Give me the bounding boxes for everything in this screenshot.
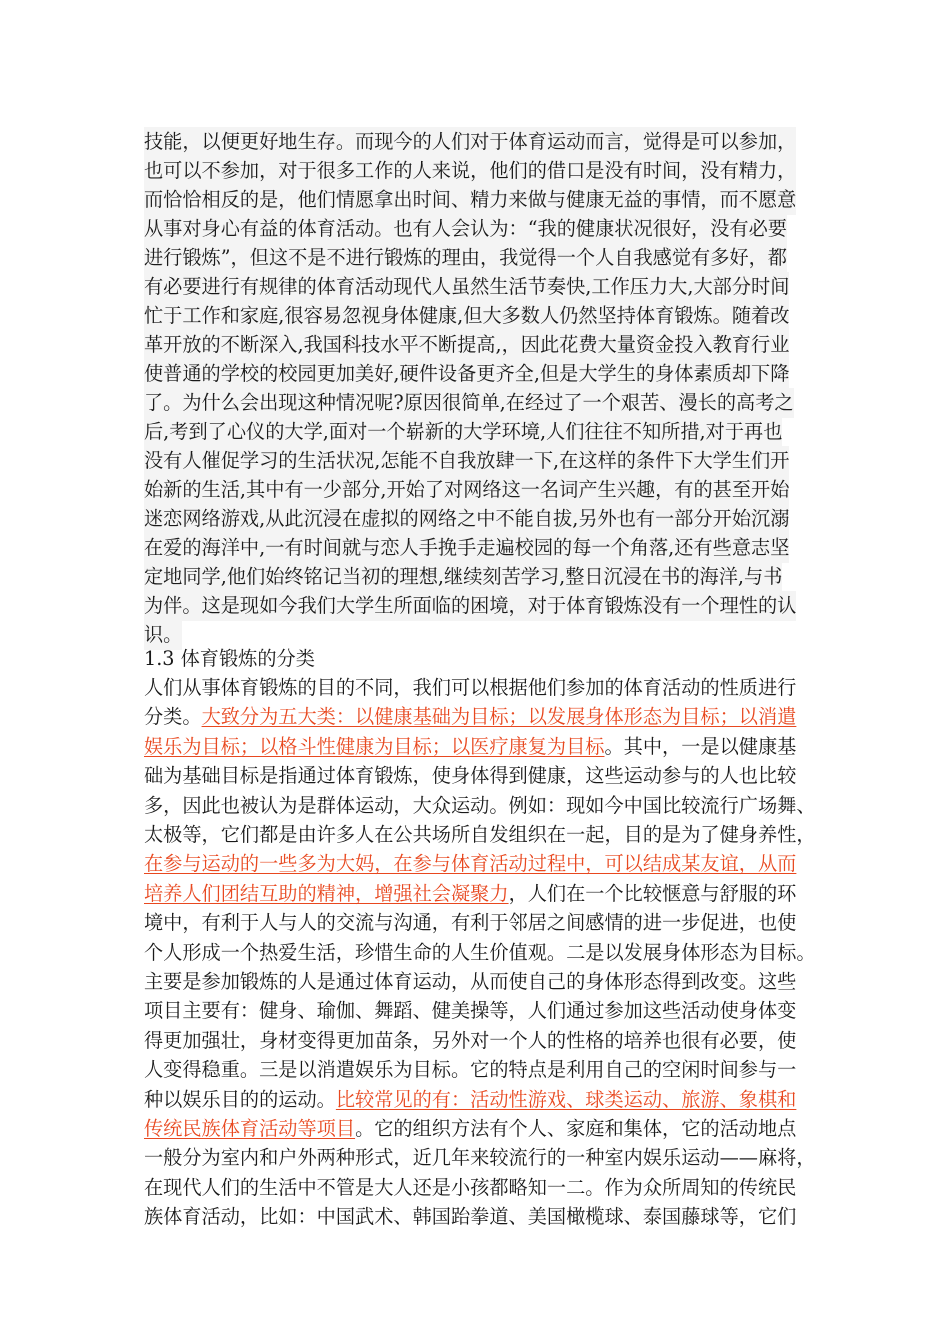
text-run: 础为基础目标是指通过体育锻炼，使身体得到健康，这些运动参与的人也比较 — [144, 764, 797, 788]
text-line — [144, 243, 787, 273]
text-line — [144, 938, 816, 968]
highlighted-phrase: 比较常见的有：活动性游戏、球类运动、旅游、象棋和 — [335, 1087, 797, 1111]
highlighted-phrase: 传统民族体育活动等项目 — [144, 1117, 356, 1140]
text-line — [144, 156, 796, 186]
text-line — [144, 562, 782, 592]
text-line — [144, 446, 789, 476]
text-line — [144, 820, 816, 850]
text-run: 。其中，一是以健康基 — [604, 734, 797, 758]
highlighted-phrase: 在参与运动的一些多为大妈，在参与体育活动过程中，可以结成某友谊，从而 — [144, 852, 797, 876]
text-run: 而恰恰相反的是，他们情愿拿出时间、精力来做与健康无益的事情，而不愿意 — [144, 188, 797, 211]
text-line — [144, 1173, 796, 1203]
text-line — [144, 591, 796, 621]
text-run: 有必要进行有规律的体育活动现代人虽然生活节奏快,工作压力大,大部分时间 — [144, 275, 790, 298]
text-run: 一般分为室内和户外两种形式，近几年来较流行的一种室内娱乐运动——麻将， — [144, 1146, 816, 1170]
text-run: 人变得稳重。三是以消遣娱乐为目标。它的特点是利用自己的空闲时间参与一 — [144, 1058, 797, 1082]
text-run: 从事对身心有益的体育活动。也有人会认为：“我的健康状况很好，没有必要 — [144, 217, 787, 240]
text-run: 使普通的学校的校园更加美好,硬件设备更齐全,但是大学生的身体素质却下降 — [144, 362, 790, 385]
text-run: 多，因此也被认为是群体运动，大众运动。例如：现如今中国比较流行广场舞、 — [144, 793, 816, 817]
text-line — [144, 1055, 796, 1085]
text-line — [144, 1026, 796, 1056]
text-line — [144, 791, 816, 821]
text-line — [144, 849, 796, 879]
text-run: 后,考到了心仪的大学,面对一个崭新的大学环境,人们往往不知所措,对于再也 — [144, 420, 783, 443]
text-line — [144, 272, 789, 302]
text-line — [144, 475, 789, 505]
text-run: 迷恋网络游戏,从此沉浸在虚拟的网络之中不能自拔,另外也有一部分开始沉溺 — [144, 507, 790, 530]
text-line — [144, 879, 796, 909]
text-line — [144, 417, 782, 447]
text-run: 始新的生活,其中有一少部分,开始了对网络这一名词产生兴趣，有的甚至开始 — [144, 478, 790, 501]
text-run: 在爱的海洋中,一有时间就与恋人手挽手走遍校园的每一个角落,还有些意志坚 — [144, 536, 790, 559]
text-line — [144, 301, 789, 331]
section-heading: 1.3 体育锻炼的分类 — [144, 647, 315, 670]
text-line — [144, 388, 794, 418]
text-run: 技能，以便更好地生存。而现今的人们对于体育运动而言，觉得是可以参加， — [144, 130, 797, 153]
text-run: 忙于工作和家庭,很容易忽视身体健康,但大多数人仍然坚持体育锻炼。随着改 — [144, 304, 790, 327]
text-run: 种以娱乐目的的运动。 — [144, 1087, 336, 1111]
text-run: 革开放的不断深入,我国科技水平不断提高,，因此花费大量资金投入教育行业 — [144, 333, 790, 356]
text-run: 识。 — [144, 623, 183, 646]
text-line — [144, 1114, 796, 1144]
text-run: 个人形成一个热爱生活，珍惜生命的人生价值观。二是以发展身体形态为目标。 — [144, 940, 816, 964]
highlighted-phrase: 娱乐为目标；以格斗性健康为目标；以医疗康复为目标 — [144, 734, 605, 758]
text-line — [144, 732, 796, 762]
text-line — [144, 330, 789, 360]
text-run: 项目主要有：健身、瑜伽、舞蹈、健美操等，人们通过参加这些活动使身体变 — [144, 999, 797, 1023]
text-run: 人们从事体育锻炼的目的不同，我们可以根据他们参加的体育活动的性质进行 — [144, 676, 797, 699]
text-run: 得更加强壮，身材变得更加苗条，另外对一个人的性格的培养也很有必要，使 — [144, 1028, 797, 1052]
text-run: 为伴。这是现如今我们大学生所面临的困境，对于体育锻炼没有一个理性的认 — [144, 594, 797, 617]
text-run: 分类。 — [144, 705, 202, 729]
text-line — [144, 996, 796, 1026]
text-run: ，人们在一个比较惬意与舒服的环 — [508, 881, 797, 905]
text-line — [144, 761, 796, 791]
text-run: 也可以不参加，对于很多工作的人来说，他们的借口是没有时间，没有精力， — [144, 159, 797, 182]
text-run: 了。为什么会出现这种情况呢?原因很简单,在经过了一个艰苦、漫长的高考之 — [144, 391, 794, 414]
text-run: 在现代人们的生活中不管是大人还是小孩都略知一二。作为众所周知的传统民 — [144, 1175, 797, 1199]
text-line — [144, 702, 796, 732]
text-run: 主要是参加锻炼的人是通过体育运动，从而使自己的身体形态得到改变。这些 — [144, 970, 797, 993]
text-line — [144, 127, 796, 157]
text-run: 。它的组织方法有个人、家庭和集体，它的活动地点 — [355, 1117, 797, 1140]
highlighted-phrase: 大致分为五大类：以健康基础为目标；以发展身体形态为目标；以消遣 — [201, 705, 797, 729]
text-line — [144, 214, 787, 244]
text-run: 定地同学,他们始终铭记当初的理想,继续刻苦学习,整日沉浸在书的海洋,与书 — [144, 565, 783, 588]
highlighted-phrase: 培养人们团结互助的精神，增强社会凝聚力 — [144, 881, 509, 905]
text-line — [144, 533, 789, 563]
text-run: 太极等，它们都是由许多人在公共场所自发组织在一起，目的是为了健身养性， — [144, 823, 816, 846]
text-line — [144, 673, 796, 703]
text-line — [144, 1202, 796, 1232]
text-run: 没有人催促学习的生活状况,怎能不自我放肆一下,在这样的条件下大学生们开 — [144, 449, 790, 472]
text-line — [144, 359, 789, 389]
text-line — [144, 185, 796, 215]
text-run: 族体育活动，比如：中国武术、韩国跆拳道、美国橄榄球、泰国藤球等，它们 — [144, 1205, 797, 1229]
text-line — [144, 504, 789, 534]
text-line — [144, 908, 796, 938]
text-line — [144, 967, 796, 997]
text-line — [144, 1143, 816, 1173]
text-run: 境中，有利于人与人的交流与沟通，有利于邻居之间感情的进一步促进，也使 — [144, 911, 797, 935]
text-run: 进行锻炼”，但这不是不进行锻炼的理由，我觉得一个人自我感觉有多好，都 — [144, 246, 787, 269]
text-line — [144, 1085, 796, 1115]
